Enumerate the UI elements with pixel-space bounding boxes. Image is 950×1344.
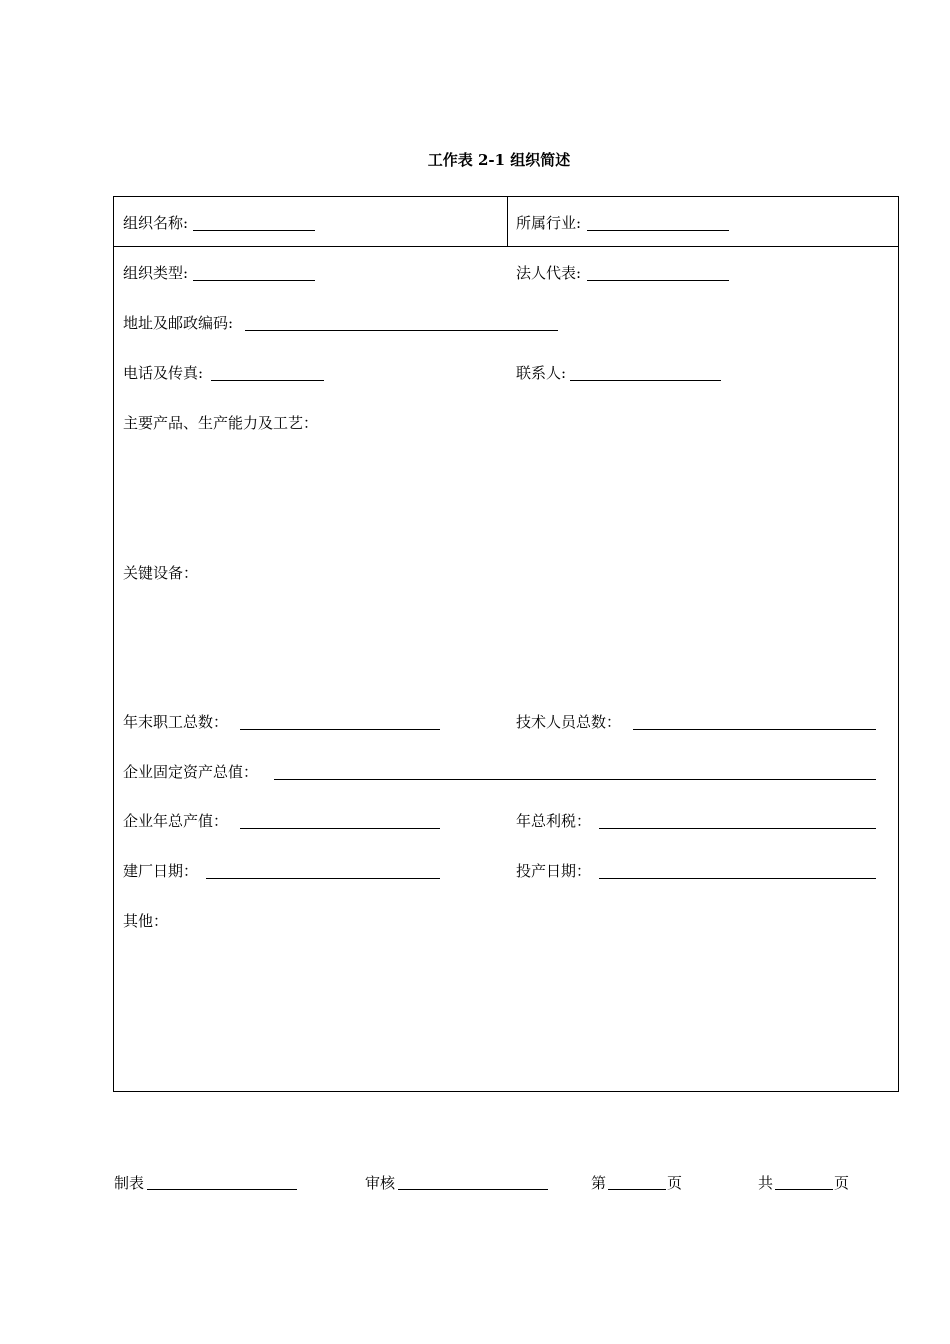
tech-staff-field[interactable] <box>633 729 876 730</box>
contact-field[interactable] <box>570 380 721 381</box>
phone-fax-field[interactable] <box>211 380 324 381</box>
industry-label: 所属行业: <box>516 214 582 232</box>
phone-fax-label: 电话及传真: <box>123 364 204 382</box>
contact-label: 联系人: <box>516 364 567 382</box>
annual-tax-field[interactable] <box>599 828 876 829</box>
production-date-field[interactable] <box>599 878 876 879</box>
total-suffix-label: 页 <box>834 1174 850 1192</box>
annual-tax-label: 年总利税： <box>516 812 592 830</box>
org-type-field[interactable] <box>193 280 315 281</box>
staff-total-field[interactable] <box>240 729 440 730</box>
prepared-by-field[interactable] <box>147 1189 297 1190</box>
reviewed-by-label: 审核 <box>365 1174 396 1192</box>
org-name-label: 组织名称: <box>123 214 189 232</box>
page-suffix-label: 页 <box>667 1174 683 1192</box>
staff-total-label: 年末职工总数： <box>123 713 229 731</box>
industry-field[interactable] <box>587 230 729 231</box>
total-pages-field[interactable] <box>775 1189 833 1190</box>
production-date-label: 投产日期： <box>516 862 592 880</box>
tech-staff-label: 技术人员总数： <box>516 713 622 731</box>
fixed-assets-field[interactable] <box>274 779 876 780</box>
address-field[interactable] <box>245 330 558 331</box>
reviewed-by-field[interactable] <box>398 1189 548 1190</box>
column-divider <box>507 197 508 246</box>
founded-date-label: 建厂日期： <box>123 862 199 880</box>
page-prefix-label: 第 <box>591 1174 607 1192</box>
legal-rep-label: 法人代表: <box>516 264 582 282</box>
page-number-field[interactable] <box>608 1189 666 1190</box>
row-divider <box>114 246 898 247</box>
annual-output-field[interactable] <box>240 828 440 829</box>
total-prefix-label: 共 <box>758 1174 774 1192</box>
page-title: 工作表 2-1 组织简述 <box>427 151 571 169</box>
founded-date-field[interactable] <box>206 878 440 879</box>
annual-output-label: 企业年总产值： <box>123 812 229 830</box>
org-name-field[interactable] <box>193 230 315 231</box>
other-label: 其他： <box>123 912 169 930</box>
org-type-label: 组织类型: <box>123 264 189 282</box>
equipment-label: 关键设备： <box>123 564 199 582</box>
address-label: 地址及邮政编码: <box>123 314 234 332</box>
prepared-by-label: 制表 <box>114 1174 145 1192</box>
legal-rep-field[interactable] <box>587 280 729 281</box>
fixed-assets-label: 企业固定资产总值： <box>123 763 259 781</box>
products-label: 主要产品、生产能力及工艺： <box>123 414 319 432</box>
